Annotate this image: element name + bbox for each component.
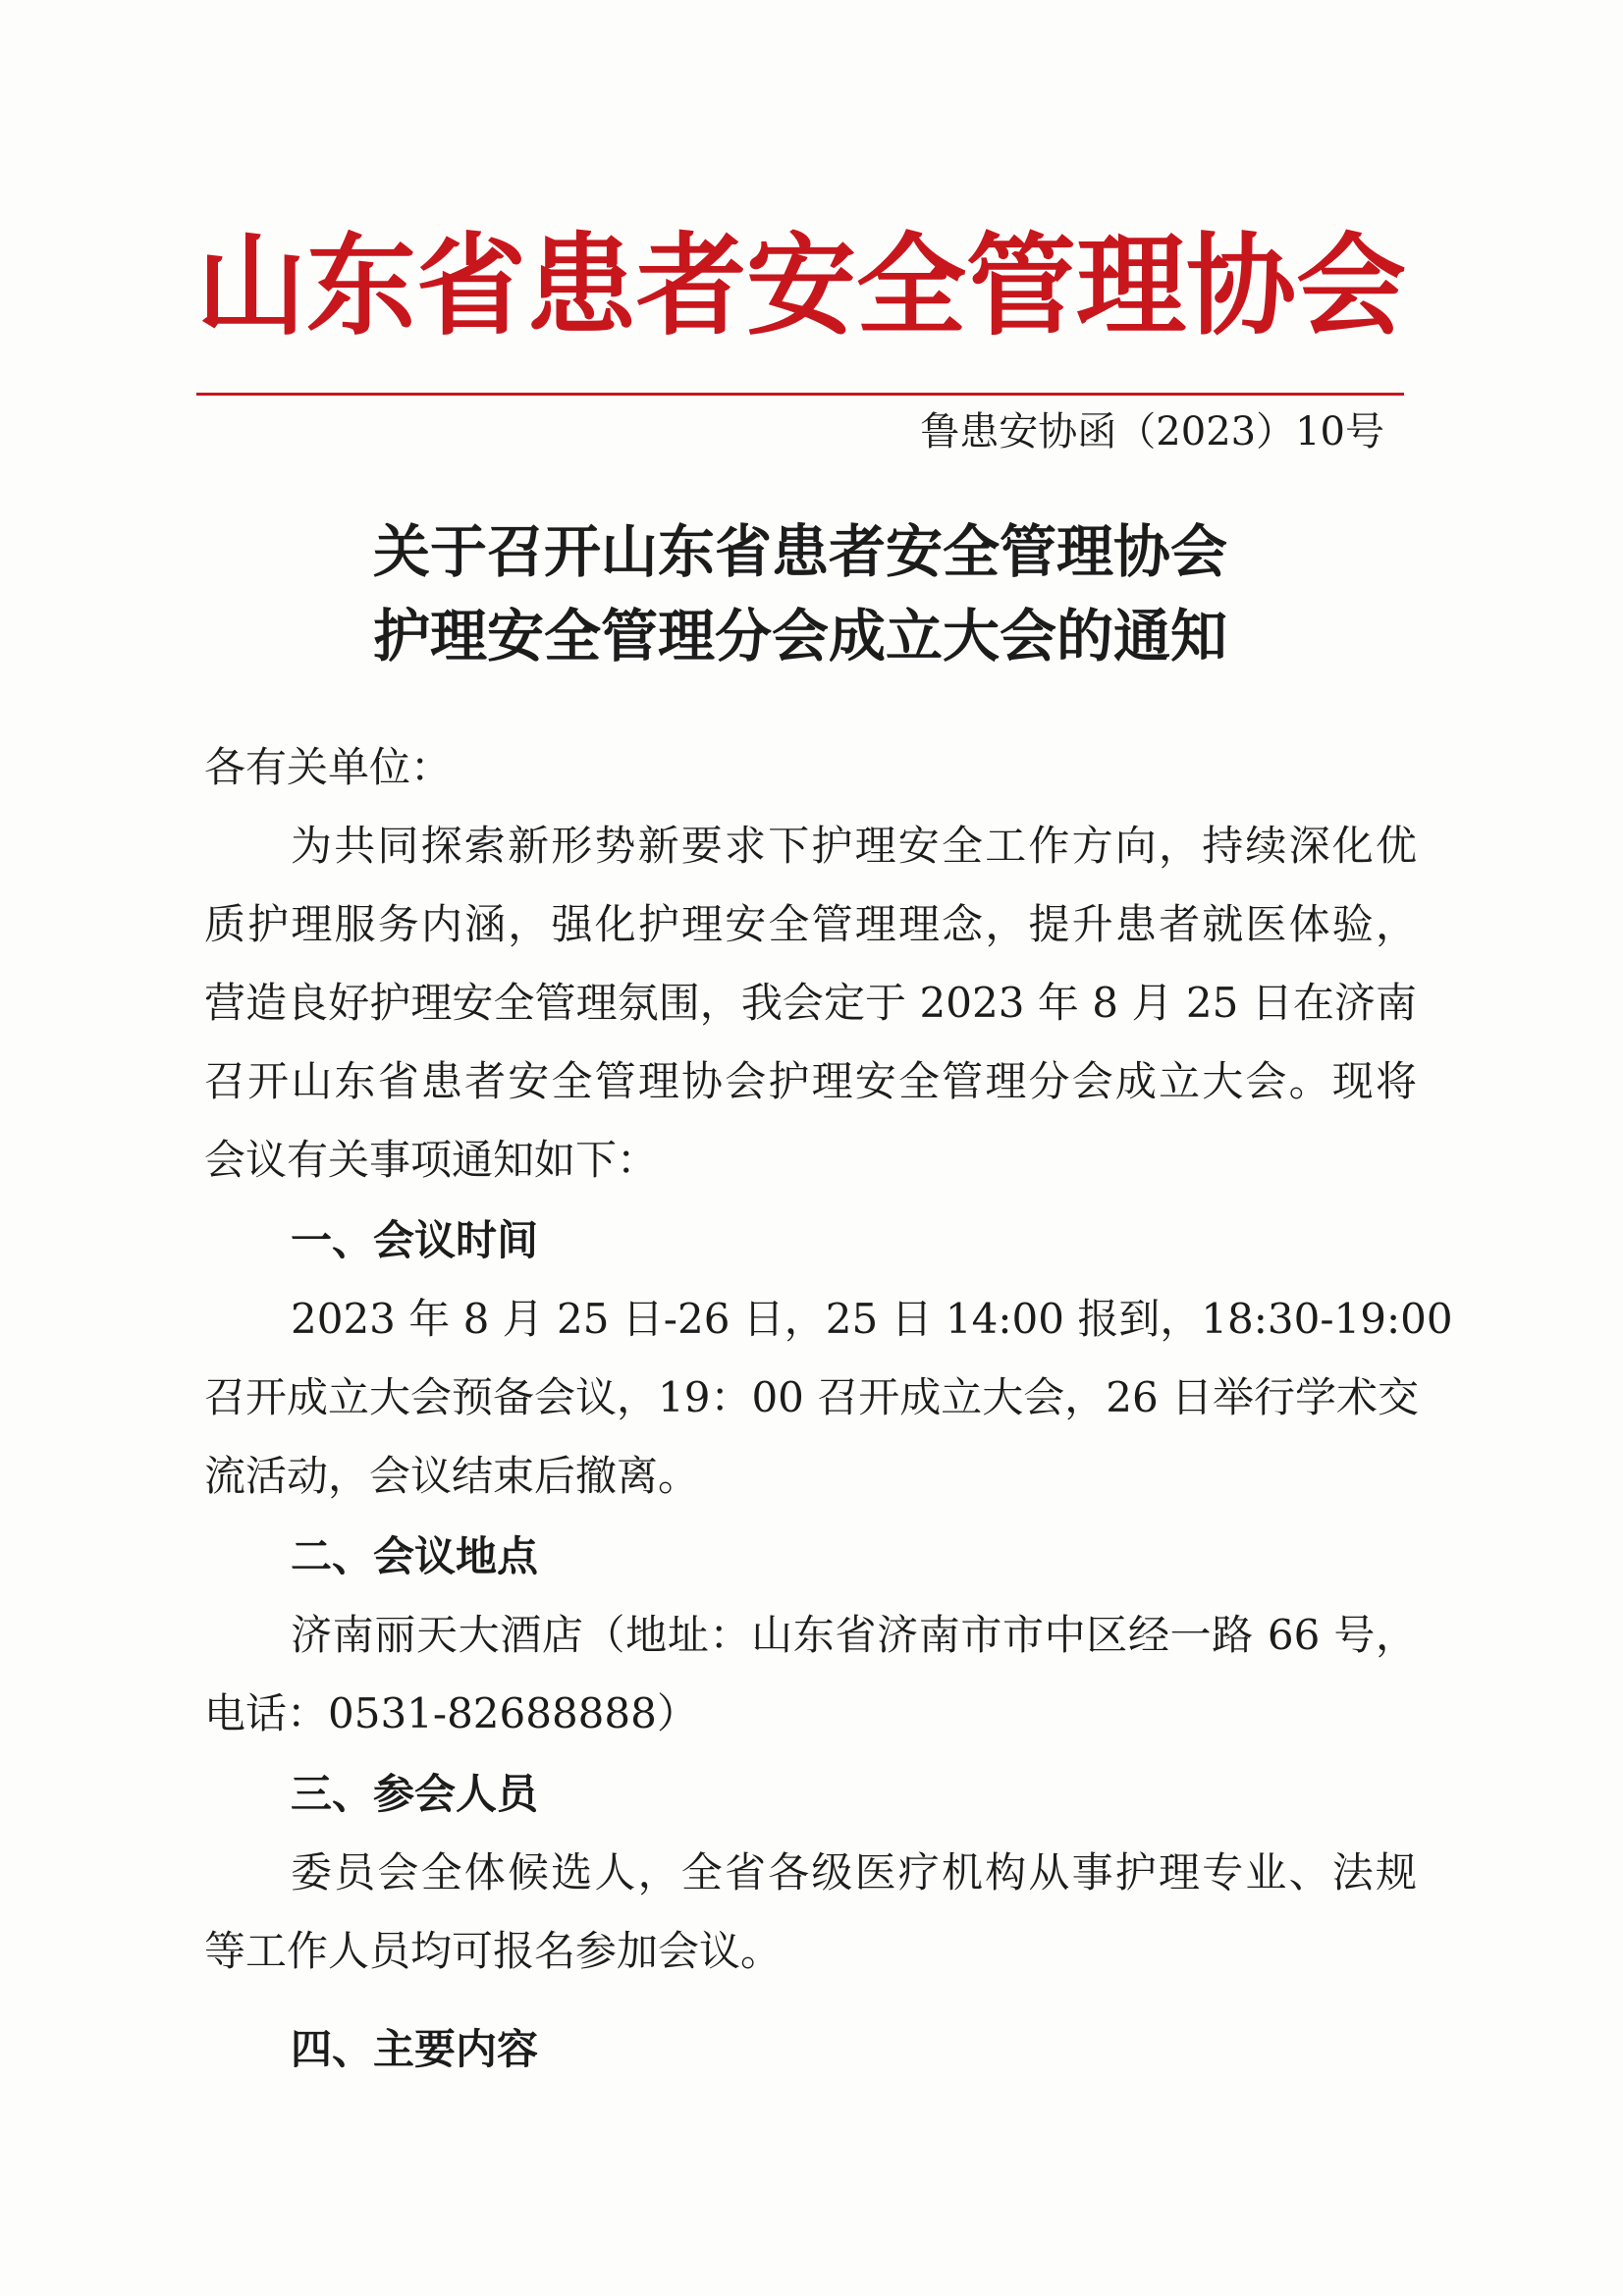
masthead-char: 东	[306, 222, 416, 350]
paragraph-line: 质护理服务内涵，强化护理安全管理理念，提升患者就医体验，	[204, 900, 1417, 948]
paragraph-line: 会议有关事项通知如下：	[204, 1136, 659, 1184]
organization-masthead	[196, 218, 1404, 355]
masthead-char: 会	[1296, 222, 1406, 350]
masthead-char: 管	[966, 222, 1076, 350]
salutation: 各有关单位：	[204, 743, 453, 791]
masthead-char: 安	[746, 222, 856, 350]
paragraph-line: 召开成立大会预备会议，19：00 召开成立大会，26 日举行学术交	[204, 1373, 1420, 1421]
paragraph-line: 等工作人员均可报名参加会议。	[204, 1927, 783, 1975]
paragraph-line: 营造良好护理安全管理氛围，我会定于 2023 年 8 月 25 日在济南	[204, 979, 1417, 1027]
masthead-char: 协	[1186, 222, 1296, 350]
notice-title-line-2: 护理安全管理分会成立大会的通知	[372, 603, 1227, 669]
masthead-char: 省	[416, 222, 526, 350]
masthead-char: 患	[526, 222, 636, 350]
masthead-char: 者	[636, 222, 746, 350]
section-heading-attendees: 三、参会人员	[291, 1770, 539, 1818]
paragraph-line: 流活动，会议结束后撤离。	[204, 1452, 700, 1500]
masthead-char: 理	[1076, 222, 1186, 350]
notice-title-line-1: 关于召开山东省患者安全管理协会	[372, 518, 1227, 585]
paragraph-line: 委员会全体候选人，全省各级医疗机构从事护理专业、法规	[291, 1848, 1417, 1896]
paragraph-line: 电话：0531-82688888）	[204, 1689, 698, 1737]
section-heading-venue: 二、会议地点	[291, 1532, 539, 1580]
document-number: 鲁患安协函（2023）10号	[920, 409, 1384, 454]
masthead-char: 全	[856, 222, 966, 350]
paragraph-line: 召开山东省患者安全管理协会护理安全管理分会成立大会。现将	[204, 1057, 1417, 1105]
paragraph-line: 济南丽天大酒店（地址：山东省济南市市中区经一路 66 号，	[291, 1611, 1417, 1659]
section-heading-time: 一、会议时间	[291, 1216, 539, 1264]
paragraph-line: 2023 年 8 月 25 日-26 日，25 日 14:00 报到，18:30-19:00	[291, 1295, 1453, 1343]
masthead-divider	[196, 393, 1404, 396]
masthead-char: 山	[196, 222, 306, 350]
paragraph-line: 为共同探索新形势新要求下护理安全工作方向，持续深化优	[291, 822, 1417, 870]
section-heading-content: 四、主要内容	[291, 2025, 539, 2073]
